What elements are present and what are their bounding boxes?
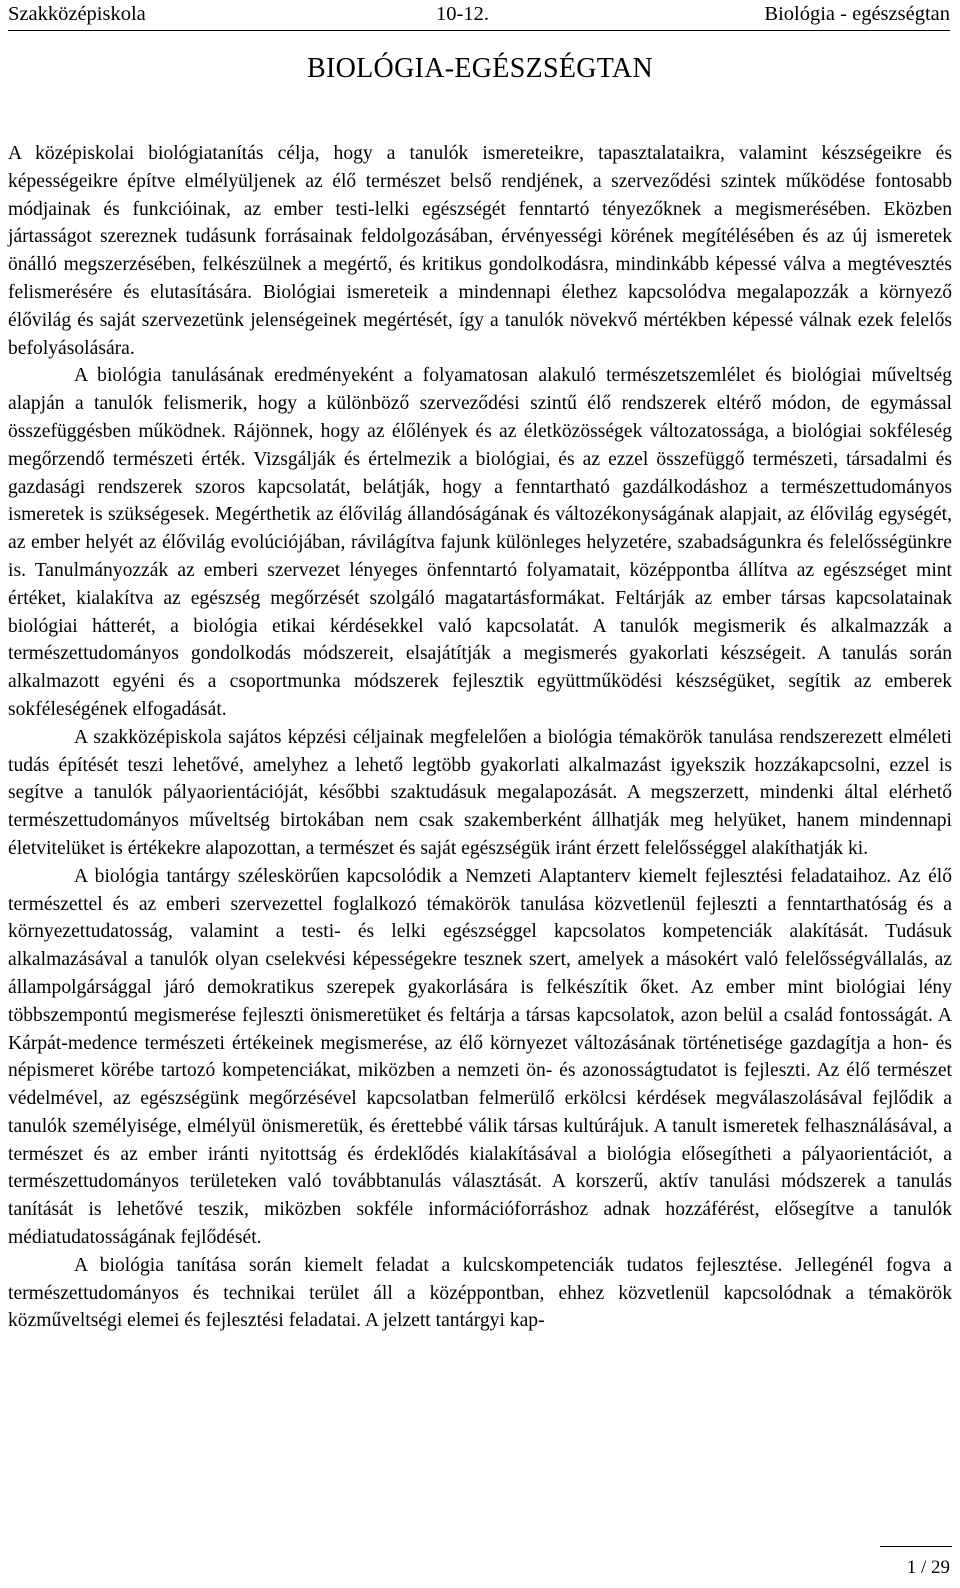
paragraph-5: A biológia tanítása során kiemelt feladat a kulcskompetenciák tudatos fejlesztése. Jellegénél fogva a természettudományos és technikai terület áll a középpontban, ehhez közvetlenül kapcsolódnak a témakörök közműveltségi elemei és fejlesztési feladatai. A jelzett tantárgyi kap- [8, 1254, 952, 1332]
paragraph-4: A biológia tantárgy széleskörűen kapcsolódik a Nemzeti Alaptanterv kiemelt fejlesztési feladataihoz. Az élő természettel és az emberi szervezettel foglalkozó témakörök tanulása közvetlenül fejleszti a fenntarthatóság és a környezettudatosság, valamint a testi- és lelki egészséggel kapcsolatos kompetenciák alakítását. Tudásuk alkalmazásával a tanulók olyan cselekvési képességekre tesznek szert, amelyek a másokért való felelősségvállalás, az állampolgársággal járó demokratikus szerepek gyakorlására is felkészítik őket. Az ember mint biológiai lény többszempontú megismerése fejleszti önismeretüket és feltárja a társas kapcsolatok, azon belül a család fontosságát. A Kárpát-medence természeti értékeinek megismerése, az élő környezet változásának történetisége gazdagítja a hon- és népismeret körébe tartozó kompetenciákat, miközben a nemzeti ön- és azonosságtudatot is fejleszti. Az élő természet védelmével, az egészségünk megőrzésével kapcsolatban felmerülő erkölcsi kérdések megválaszolásával fejlődik a tanulók személyisége, elmélyül önismeretük, és érettebbé válik társas kultúrájuk. A tanult ismeretek felhasználásával, a természet és az ember iránti nyitottság és érdeklődés kialakításával a biológia elősegítheti a pályaorientációt, a természettudományos területeken való továbbtanulás választását. A korszerű, aktív tanulási módszerek a tanulás tanítását is lehetővé teszik, miközben sokféle információforráshoz adnak hozzáférést, elősegítve a tanulók médiatudatosságának fejlődését. [8, 865, 952, 1249]
document-body [8, 140, 952, 1335]
paragraph-2: A biológia tanulásának eredményeként a folyamatosan alakuló természetszemlélet és biológiai műveltség alapján a tanulók felismerik, hogy a különböző szerveződési szintű élő rendszerek eltérő módon, de egymással összefüggésben működnek. Rájönnek, hogy az élőlények és az életközösségek változatossága, a biológiai sokféleség megőrzendő természeti érték. Vizsgálják és értelmezik a biológiai, és az ezzel összefüggő természeti, társadalmi és gazdasági rendszerek szoros kapcsolatát, belátják, hogy a fenntartható gazdálkodáshoz a természettudományos ismeretek is szükségesek. Megérthetik az élővilág állandóságának és változékonyságának alapjait, az élővilág egységét, az ember helyét az élővilág evolúciójában, rávilágítva fajunk különleges helyzetére, szabadságunkra és felelősségünkre is. Tanulmányozzák az emberi szervezet lényeges önfenntartó folyamatait, középpontba állítva az egészséget mint értéket, kialakítva az egészség megőrzését szolgáló magatartásformákat. Feltárják az ember társas kapcsolatainak biológiai hátterét, a biológia etikai kérdésekkel való kapcsolatát. A tanulók megismerik és alkalmazzák a természettudományos gondolkodás módszereit, elsajátítják a megismerés gyakorlati készségeit. A tanulás során alkalmazott egyéni és a csoportmunka módszerek fejlesztik együttműködési készségüket, segítik az emberek sokféleségének elfogadását. [8, 365, 952, 720]
header-subject: Biológia - egészségtan [764, 3, 950, 25]
header-rule [8, 30, 950, 31]
paragraph-3: A szakközépiskola sajátos képzési céljainak megfelelően a biológia témakörök tanulása rendszerezett elméleti tudás építését teszi lehetővé, amelyhez a lehető legtöbb gyakorlati alkalmazást igyekszik hozzákapcsolni, ezzel is segítve a tanulók pályaorientációját, későbbi szaktudásuk megalapozását. A megszerzett, mindenki által elérhető természettudományos műveltség birtokában nem csak szakemberként állhatják meg helyüket, hanem mindennapi életvitelüket is értékekre alapozottan, a természet és saját egészségük iránt érzett felelősséggel alakíthatják ki. [8, 726, 952, 859]
header-school-type: Szakközépiskola [8, 3, 146, 25]
footer-rule [880, 1546, 952, 1547]
document-title: BIOLÓGIA-EGÉSZSÉGTAN [307, 53, 653, 84]
header-grade-range: 10-12. [436, 3, 489, 25]
page-number: 1 / 29 [906, 1557, 950, 1578]
paragraph-1: A középiskolai biológiatanítás célja, hogy a tanulók ismereteikre, tapasztalataikra, valamint készségeikre és képességeikre építve elmélyüljenek az élő természet belső rendjének, a szerveződési szintek működése fontosabb módjainak és funkcióinak, az ember testi-lelki egészségét fenntartó tényezőknek a megismerésében. Eközben jártasságot szereznek tudásunk forrásainak feldolgozásában, érvényességi körének megítélésében és az új ismeretek önálló megszerzésében, felkészülnek a megértő, és kritikus gondolkodásra, mindinkább képessé válva a megtévesztés felismerésére és elutasítására. Biológiai ismereteik a mindennapi élethez kapcsolódva megalapozzák a környező élővilág és saját szervezetünk jelenségeinek megértését, így a tanulók növekvő mértékben képessé válnak ezek felelős befolyásolására. [8, 143, 952, 359]
page-header [8, 0, 950, 34]
